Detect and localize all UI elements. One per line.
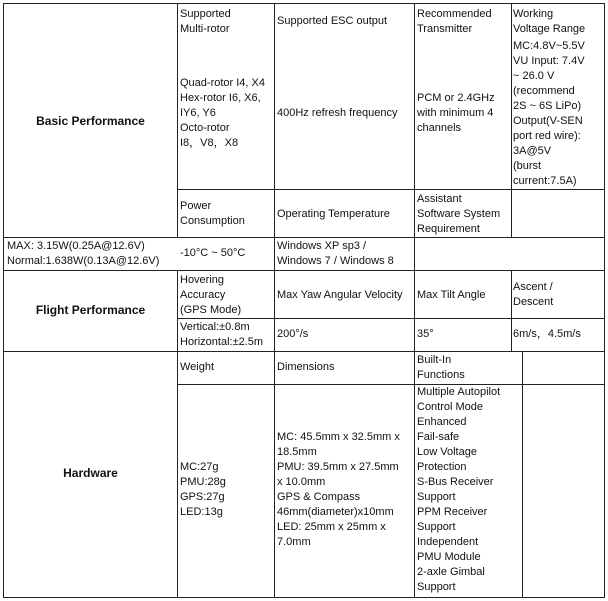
section-flight-performance: Flight Performance xyxy=(35,303,146,317)
col-line xyxy=(511,3,512,238)
value-ascent-descent: 6m/s，4.5m/s xyxy=(513,328,581,340)
row-line xyxy=(3,270,605,271)
header-max-tilt-angle: Max Tilt Angle xyxy=(417,289,486,301)
table-border-left xyxy=(3,3,4,598)
col-line xyxy=(414,3,415,598)
value-built-in-functions: Multiple Autopilot Control Mode Enhanced Fail-safe Low Voltage Protection S-Bus Receiver Support PPM Receiver Support Independent PMU Module 2-axle Gimbal Support xyxy=(417,386,501,593)
col-line xyxy=(274,3,275,598)
value-hovering-accuracy: Vertical:±0.8m Horizontal:±2.5m xyxy=(180,321,264,348)
table-border-right xyxy=(604,3,605,598)
header-built-in-functions: Built-In Functions xyxy=(417,354,465,381)
value-max-tilt-angle: 35° xyxy=(417,328,434,340)
value-transmitter: PCM or 2.4GHz with minimum 4 channels xyxy=(417,92,495,134)
header-dimensions: Dimensions xyxy=(277,361,335,373)
value-esc-output: 400Hz refresh frequency xyxy=(277,107,398,119)
col-line xyxy=(522,351,523,598)
section-basic-performance: Basic Performance xyxy=(36,114,145,128)
header-operating-temperature: Operating Temperature xyxy=(277,208,390,220)
row-line xyxy=(3,237,605,238)
table-border-top xyxy=(3,3,605,4)
value-power-consumption: MAX: 3.15W(0.25A@12.6V) Normal:1.638W(0.13A@12.6V) xyxy=(7,240,160,267)
col-line xyxy=(177,270,178,598)
col-line xyxy=(511,270,512,352)
table-border-bottom xyxy=(3,597,605,598)
header-hovering-accuracy: Hovering Accuracy (GPS Mode) xyxy=(180,274,242,316)
value-multirotor: Quad-rotor I4, X4 Hex-rotor I6, X6, IY6, Y6 Octo-rotor I8，V8，X8 xyxy=(180,77,265,149)
header-ascent-descent: Ascent / Descent xyxy=(513,281,554,308)
row-line xyxy=(177,189,605,190)
col-line xyxy=(177,3,178,238)
value-weight: MC:27g PMU:28g GPS:27g LED:13g xyxy=(180,461,226,518)
header-power-consumption: Power Consumption xyxy=(180,200,245,227)
section-hardware: Hardware xyxy=(63,466,118,480)
header-weight: Weight xyxy=(180,361,215,373)
value-voltage-range: MC:4.8V~5.5V VU Input: 7.4V ~ 26.0 V (recommend 2S ~ 6S LiPo) Output(V-SEN port red wire): 3A@5V (burst current:7.5A) xyxy=(513,40,585,187)
header-transmitter: Recommended Transmitter xyxy=(417,8,492,35)
row-line xyxy=(177,384,605,385)
header-esc-output: Supported ESC output xyxy=(277,15,388,27)
header-max-yaw-velocity: Max Yaw Angular Velocity xyxy=(277,289,403,301)
value-operating-temperature: -10°C ~ 50°C xyxy=(180,247,246,259)
row-line xyxy=(177,318,605,319)
row-line xyxy=(3,351,605,352)
value-dimensions: MC: 45.5mm x 32.5mm x 18.5mm PMU: 39.5mm x 27.5mm x 10.0mm GPS & Compass 46mm(diameter)x10mm LED: 25mm x 25mm x 7.0mm xyxy=(277,431,400,548)
value-software-requirement: Windows XP sp3 / Windows 7 / Windows 8 xyxy=(277,240,394,267)
header-voltage-range: Working Voltage Range xyxy=(513,8,586,35)
value-max-yaw-velocity: 200°/s xyxy=(277,328,309,340)
header-multirotor: Supported Multi-rotor xyxy=(180,8,231,35)
header-software-requirement: Assistant Software System Requirement xyxy=(417,193,501,235)
